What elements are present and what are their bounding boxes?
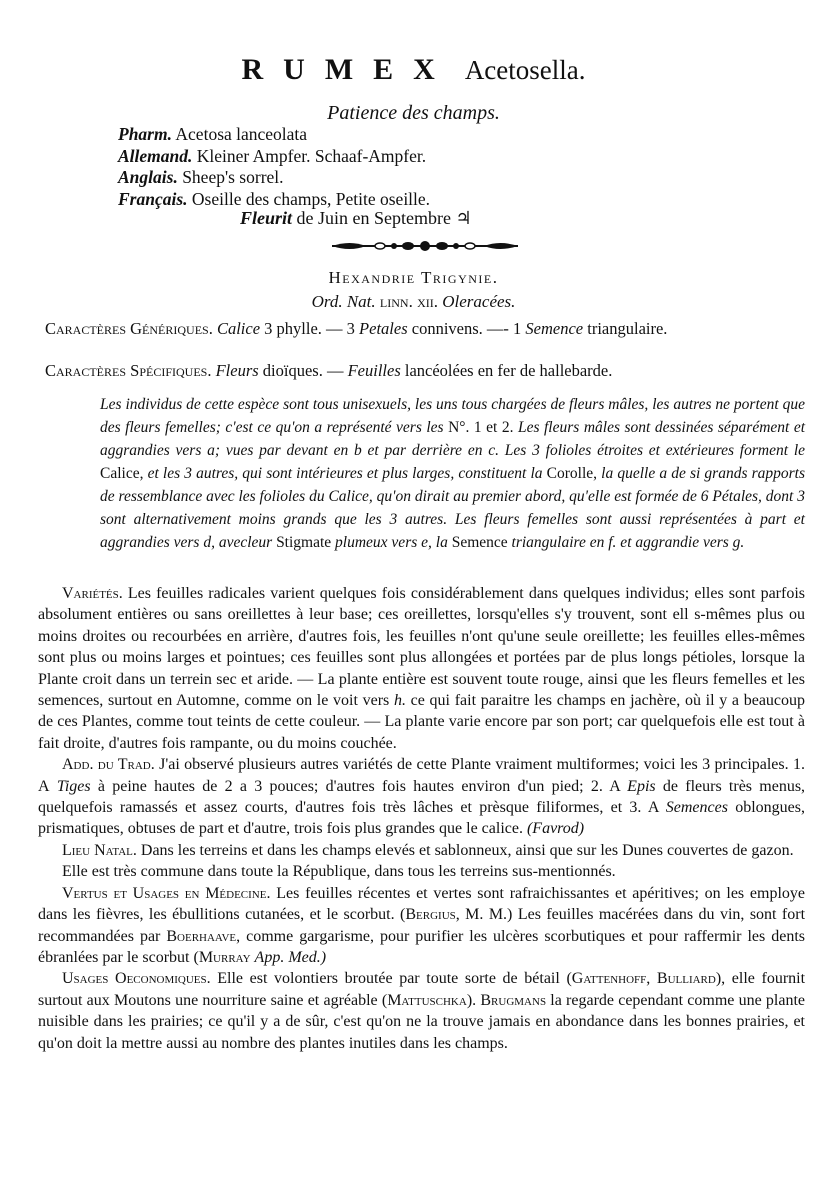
natural-order: Ord. Nat. linn. xii. Oleracées. bbox=[311, 292, 516, 311]
main-text bbox=[38, 583, 805, 1054]
varietes-paragraph: Variétés. Les feuilles radicales varient quelques fois considérablement dans quelques individus; elles sont parfois absolument entières ou sans oreillettes à leur base; ces oreillettes, lorsqu'elles s'y trouvent, sont ell s-mêmes plus ou moins droites ou recourbées en arrière, d'autres fois, les feuilles n'ont qu'une seule oreillette; les feuilles elles-mêmes sont plus ou moins larges et pointues; ces feuilles sont plus allongées et portées par de plus longs pétioles, lorsque la Plante croit dans un terrein sec et aride. — La plante entière est souvent toute rouge, ainsi que les fleurs femelles et les semences, surtout en Automne, comme on le voit vers h. ce qui fait paraitre les champs en jachère, où il y a beaucoup de ces Plantes, comme tout teints de cette couleur. — La plante varie encore par son port; car quelquefois elle est tout à fait droite, d'autres fois rampante, ou du moins couchée. bbox=[38, 585, 806, 752]
linnaean-class: Hexandrie Trigynie. bbox=[328, 268, 499, 287]
vernacular-names-list bbox=[118, 124, 430, 210]
distribution-paragraph: Elle est très commune dans toute la République, dans tous les terreins sus-mentionnés. bbox=[62, 863, 616, 881]
vertus-paragraph: Vertus et Usages en Médecine. Les feuilles récentes et vertes sont rafraichissantes et apéritives; on les employe dans les fièvres, les ébullitions cutanées, et le scorbut. (Bergius, M. M.) Les feuilles macérées dans du vin, sont fort recommandées par Boerhaave, comme gargarisme, pour purifier les ulcères scorbutiques et pour raffermir les dents ébranlées par le scorbut (Murray App. Med.) bbox=[38, 884, 806, 966]
jupiter-symbol: ♃ bbox=[455, 208, 472, 228]
lieu-natal-paragraph: Lieu Natal. Dans les terreins et dans les champs elevés et sablonneux, ainsi que sur les Dunes couvertes de gazon. bbox=[62, 841, 794, 859]
flowering-period: Fleurit de Juin en Septembre ♃ bbox=[240, 208, 472, 228]
ornament-divider-icon bbox=[330, 236, 520, 256]
species-name: Acetosella. bbox=[464, 55, 586, 85]
name-row: Anglais. Sheep's sorrel. bbox=[118, 167, 284, 187]
usages-paragraph: Usages Oeconomiques. Elle est volontiers broutée par toute sorte de bétail (Gattenhoff, Bulliard), elle fournit surtout aux Moutons une nourriture saine et agréable (Mattuschka). Brugmans la regarde cependant comme une plante nuisible dans les prairies; ce qu'il y a de sûr, c'est qu'on ne la trouve jamais en abondance dans les bonnes prairies, et qu'on doit la mettre aussi au nombre des plantes inutiles dans les champs. bbox=[38, 970, 806, 1052]
plate-description: Les individus de cette espèce sont tous unisexuels, les uns tous chargées de fleurs mâles, les autres ne portent que des fleurs femelles; c'est ce qu'on a représenté vers les N°. 1 et 2. Les fleurs mâles sont dessinées séparément et aggrandies vers a; vues par devant en b et par derrière en c. Les 3 folioles étroites et extérieures forment le Calice, et les 3 autres, qui sont intérieures et plus larges, constituent la Corolle, la quelle a de si grands rapports de ressemblance avec les folioles du Calice, qu'on dirait au premier abord, qu'elle est formée de 6 Pétales, dont 3 sont alternativement moins grands que les 3 autres. Les fleurs femelles sont aussi représentées à part et aggrandies vers d, avecleur Stigmate plumeux vers e, la Semence triangulaire en f. et aggrandie vers g. bbox=[100, 396, 806, 551]
name-row: Allemand. Kleiner Ampfer. Schaaf-Ampfer. bbox=[118, 145, 427, 166]
name-row: Pharm. Acetosa lanceolata bbox=[118, 124, 308, 144]
page-title bbox=[0, 52, 827, 87]
specific-characters: Caractères Spécifiques. Fleurs dioïques. — Feuilles lancéolées en fer de hallebarde. bbox=[45, 361, 613, 380]
name-row: Français. Oseille des champs, Petite oseille. bbox=[118, 188, 431, 209]
french-common-name: Patience des champs. bbox=[327, 102, 500, 124]
generic-characters: Caractères Génériques. Calice 3 phylle. — 3 Petales connivens. —- 1 Semence triangulaire. bbox=[45, 319, 668, 338]
addition-paragraph: Add. du Trad. J'ai observé plusieurs autres variétés de cette Plante vraiment multiformes; voici les 3 principales. 1. A Tiges à peine hautes de 2 a 3 pouces; d'autres fois hautes environ d'un pied; 2. A Epis de fleurs très menus, quelquefois ramassés et assez courts, d'autres fois très lâches et prèsque filiformes, et 3. A Semences oblongues, prismatiques, obtuses de part et d'autre, trois fois plus grandes que le calice. (Favrod) bbox=[38, 756, 806, 838]
genus-name: RUMEX bbox=[241, 53, 455, 86]
